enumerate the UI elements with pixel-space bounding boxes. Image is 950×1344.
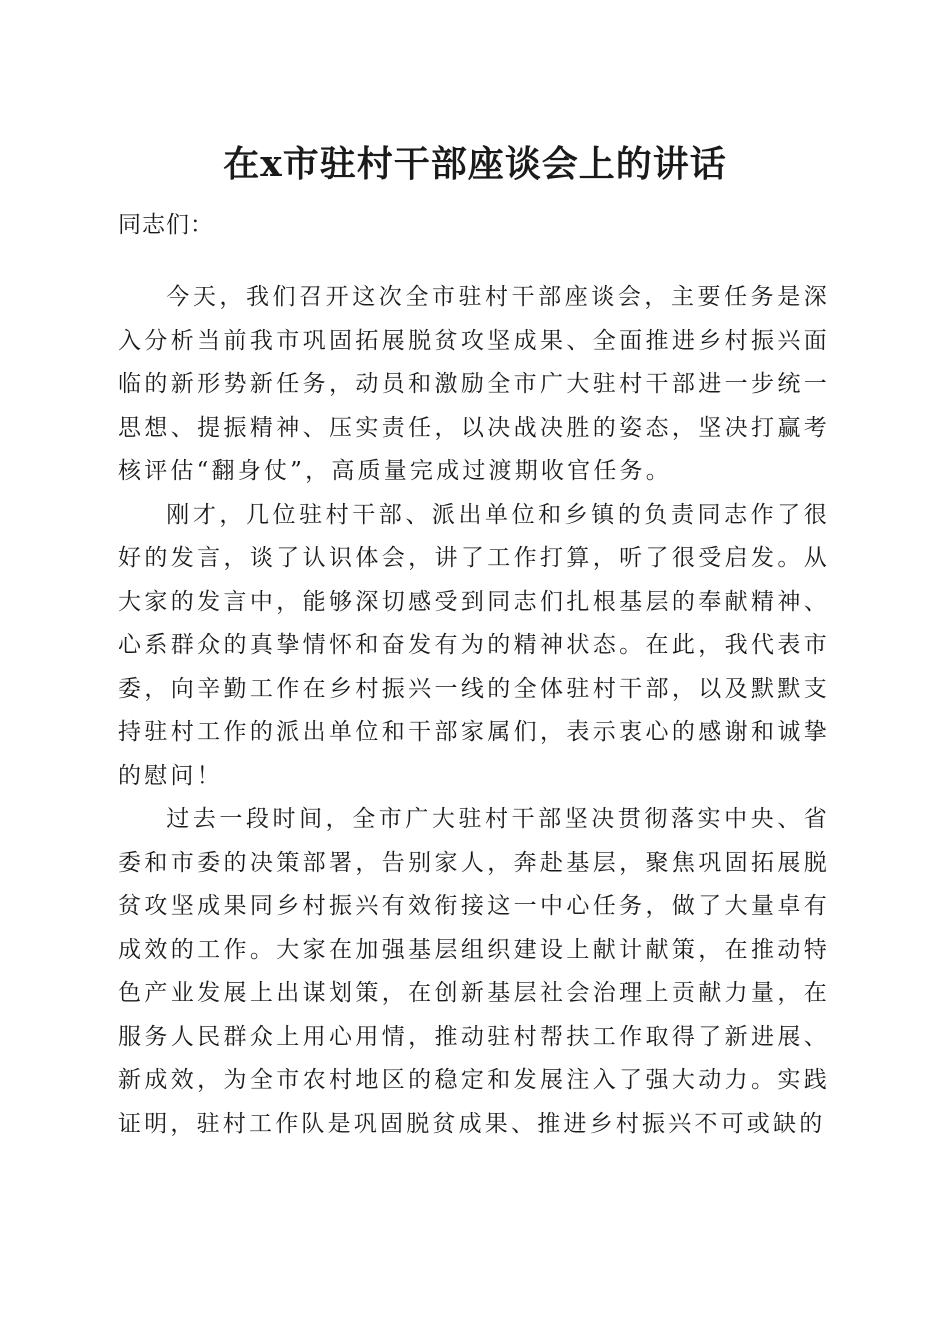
paragraph-2: 刚才，几位驻村干部、派出单位和乡镇的负责同志作了很好的发言，谈了认识体会，讲了工作打算，听了很受启发。从大家的发言中，能够深切感受到同志们扎根基层的奉献精神、心系群众的真挚情怀和奋发有为的精神状态。在此，我代表市委，向辛勤工作在乡村振兴一线的全体驻村干部，以及默默支持驻村工作的派出单位和干部家属们，表示衷心的感谢和诚挚的慰问！	[118, 501, 830, 789]
paragraph-3: 过去一段时间，全市广大驻村干部坚决贯彻落实中央、省委和市委的决策部署，告别家人，奔赴基层，聚焦巩固拓展脱贫攻坚成果同乡村振兴有效衔接这一中心任务，做了大量卓有成效的工作。大家在加强基层组织建设上献计献策，在推动特色产业发展上出谋划策，在创新基层社会治理上贡献力量，在服务人民群众上用心用情，推动驻村帮扶工作取得了新进展、新成效，为全市农村地区的稳定和发展注入了强大动力。实践证明，驻村工作队是巩固脱贫成果、推进乡村振兴不可或缺的	[118, 806, 830, 1137]
salutation: 同志们：	[118, 212, 214, 238]
document-title: 在x市驻村干部座谈会上的讲话	[223, 143, 727, 185]
document-body	[118, 206, 830, 1146]
paragraph-1: 今天，我们召开这次全市驻村干部座谈会，主要任务是深入分析当前我市巩固拓展脱贫攻坚成果、全面推进乡村振兴面临的新形势新任务，动员和激励全市广大驻村干部进一步统一思想、提振精神、压实责任，以决战决胜的姿态，坚决打赢考核评估“翻身仗”，高质量完成过渡期收官任务。	[118, 284, 830, 484]
